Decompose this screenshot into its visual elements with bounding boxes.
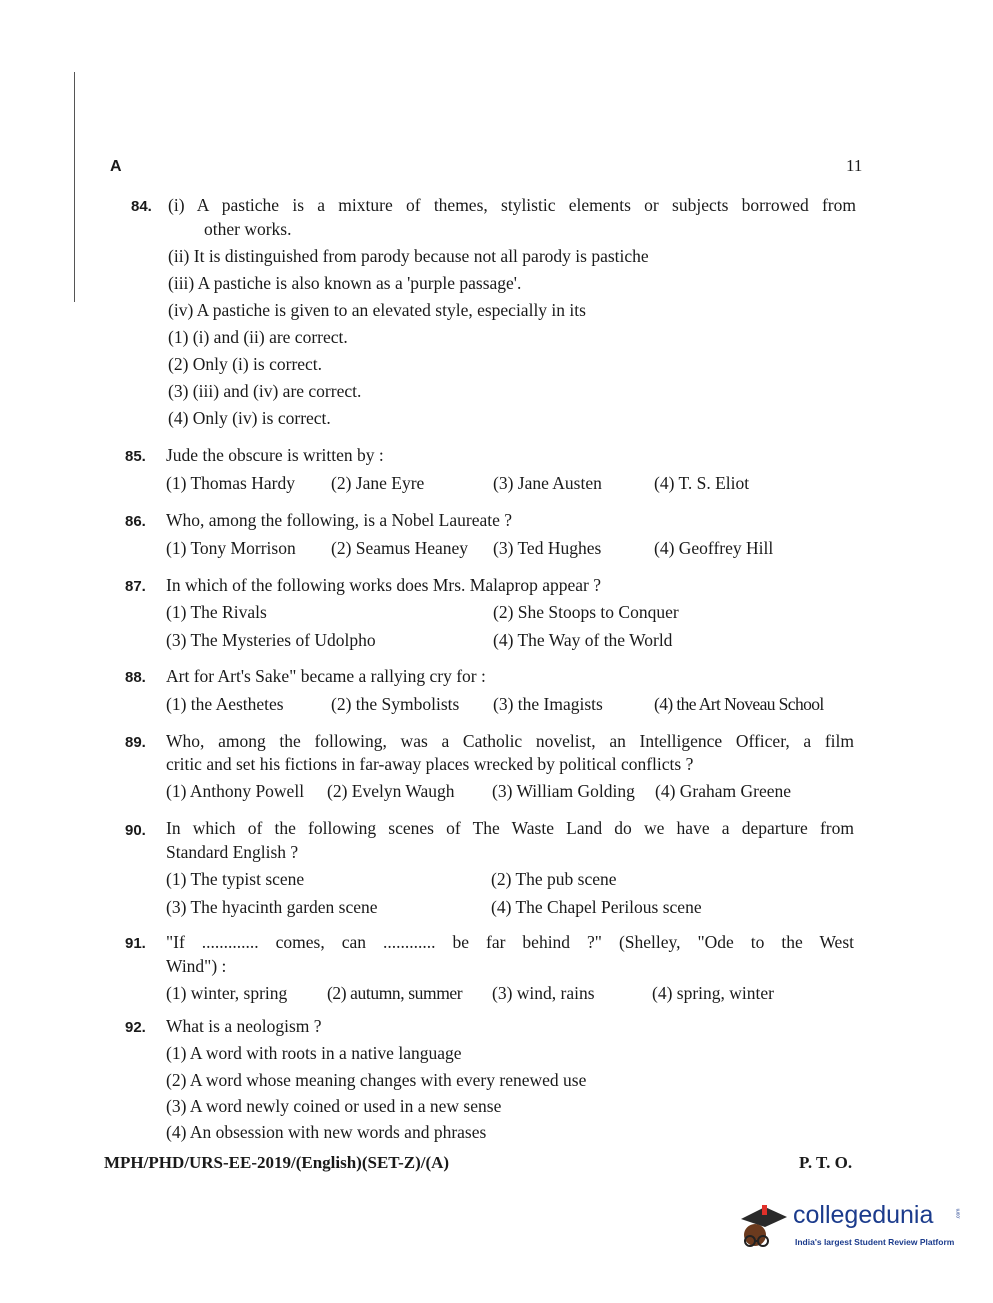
question-stem: Art for Art's Sake" became a rallying cry for : — [166, 666, 486, 686]
option: (1) winter, spring — [166, 983, 288, 1003]
option: (3) (iii) and (iv) are correct. — [168, 381, 362, 401]
option: (4) The Way of the World — [493, 630, 673, 650]
option: (1) The typist scene — [166, 869, 305, 889]
set-letter: A — [110, 158, 122, 175]
option: (2) Evelyn Waugh — [327, 781, 455, 801]
question-number: 87. — [125, 578, 146, 595]
pto-label: P. T. O. — [799, 1153, 853, 1172]
question-number: 90. — [125, 822, 146, 839]
option: (2) Seamus Heaney — [331, 538, 469, 558]
option: (2) A word whose meaning changes with every renewed use — [166, 1070, 587, 1090]
option: (4) Geoffrey Hill — [654, 538, 774, 558]
question-number: 89. — [125, 734, 146, 751]
statement: (ii) It is distinguished from parody because not all parody is pastiche — [168, 246, 649, 266]
option: (1) A word with roots in a native language — [166, 1043, 462, 1063]
question-number: 91. — [125, 935, 146, 952]
statement: other works. — [204, 219, 292, 239]
option: (1) (i) and (ii) are correct. — [168, 327, 348, 347]
margin-line — [74, 72, 75, 302]
option: (1) Tony Morrison — [166, 538, 296, 558]
option: (4) The Chapel Perilous scene — [491, 897, 702, 917]
graduate-mascot-icon — [735, 1199, 791, 1255]
option: (1) the Aesthetes — [166, 694, 284, 714]
option: (3) Jane Austen — [493, 473, 602, 493]
paper-code: MPH/PHD/URS-EE-2019/(English)(SET-Z)/(A) — [104, 1153, 450, 1172]
page-number: 11 — [846, 156, 863, 175]
option: (4) Only (iv) is correct. — [168, 408, 331, 428]
statement: (iv) A pastiche is given to an elevated style, especially in its — [168, 300, 586, 320]
question-stem: Wind") : — [166, 956, 227, 976]
question-stem: Who, among the following, is a Nobel Laureate ? — [166, 510, 513, 530]
option: (3) the Imagists — [493, 694, 603, 714]
option: (2) the Symbolists — [331, 694, 460, 714]
option: (1) The Rivals — [166, 602, 267, 622]
statement: (i) A pastiche is a mixture of themes, stylistic elements or subjects borrowed from — [168, 195, 856, 215]
option: (3) Ted Hughes — [493, 538, 602, 558]
option: (2) The pub scene — [491, 869, 617, 889]
question-number: 86. — [125, 513, 146, 530]
option: (4) T. S. Eliot — [654, 473, 750, 493]
option: (1) Thomas Hardy — [166, 473, 295, 493]
option: (4) Graham Greene — [655, 781, 792, 801]
option: (1) Anthony Powell — [166, 781, 305, 801]
question-stem: In which of the following works does Mrs. Malaprop appear ? — [166, 575, 601, 595]
question-stem: Jude the obscure is written by : — [166, 445, 384, 465]
option: (4) the Art Noveau School — [654, 694, 824, 714]
option: (3) The Mysteries of Udolpho — [166, 630, 376, 650]
option: (2) autumn, summer — [327, 983, 463, 1003]
option: (3) William Golding — [492, 781, 635, 801]
question-stem: In which of the following scenes of The Waste Land do we have a departure from — [166, 818, 854, 838]
option: (3) A word newly coined or used in a new sense — [166, 1096, 502, 1116]
option: (4) spring, winter — [652, 983, 774, 1003]
question-stem: Who, among the following, was a Catholic novelist, an Intelligence Officer, a film — [166, 731, 854, 751]
question-number: 84. — [131, 198, 152, 215]
question-number: 92. — [125, 1019, 146, 1036]
option: (2) Jane Eyre — [331, 473, 425, 493]
statement: (iii) A pastiche is also known as a 'purple passage'. — [168, 273, 522, 293]
question-stem: critic and set his fictions in far-away places wrecked by political conflicts ? — [166, 754, 694, 774]
question-number: 88. — [125, 669, 146, 686]
option: (2) She Stoops to Conquer — [493, 602, 679, 622]
option: (3) wind, rains — [492, 983, 595, 1003]
question-stem: "If ............. comes, can ............ be far behind ?" (Shelley, "Ode to the West — [166, 932, 854, 952]
question-number: 85. — [125, 448, 146, 465]
brand-tagline: India's largest Student Review Platform — [795, 1237, 955, 1247]
option: (4) An obsession with new words and phrases — [166, 1122, 487, 1142]
option: (2) Only (i) is correct. — [168, 354, 323, 374]
question-stem: What is a neologism ? — [166, 1016, 322, 1036]
option: (3) The hyacinth garden scene — [166, 897, 378, 917]
brand-name: collegedunia — [793, 1201, 934, 1229]
brand-suffix: .com — [955, 1208, 962, 1220]
question-stem: Standard English ? — [166, 842, 299, 862]
collegedunia-logo — [735, 1197, 960, 1257]
